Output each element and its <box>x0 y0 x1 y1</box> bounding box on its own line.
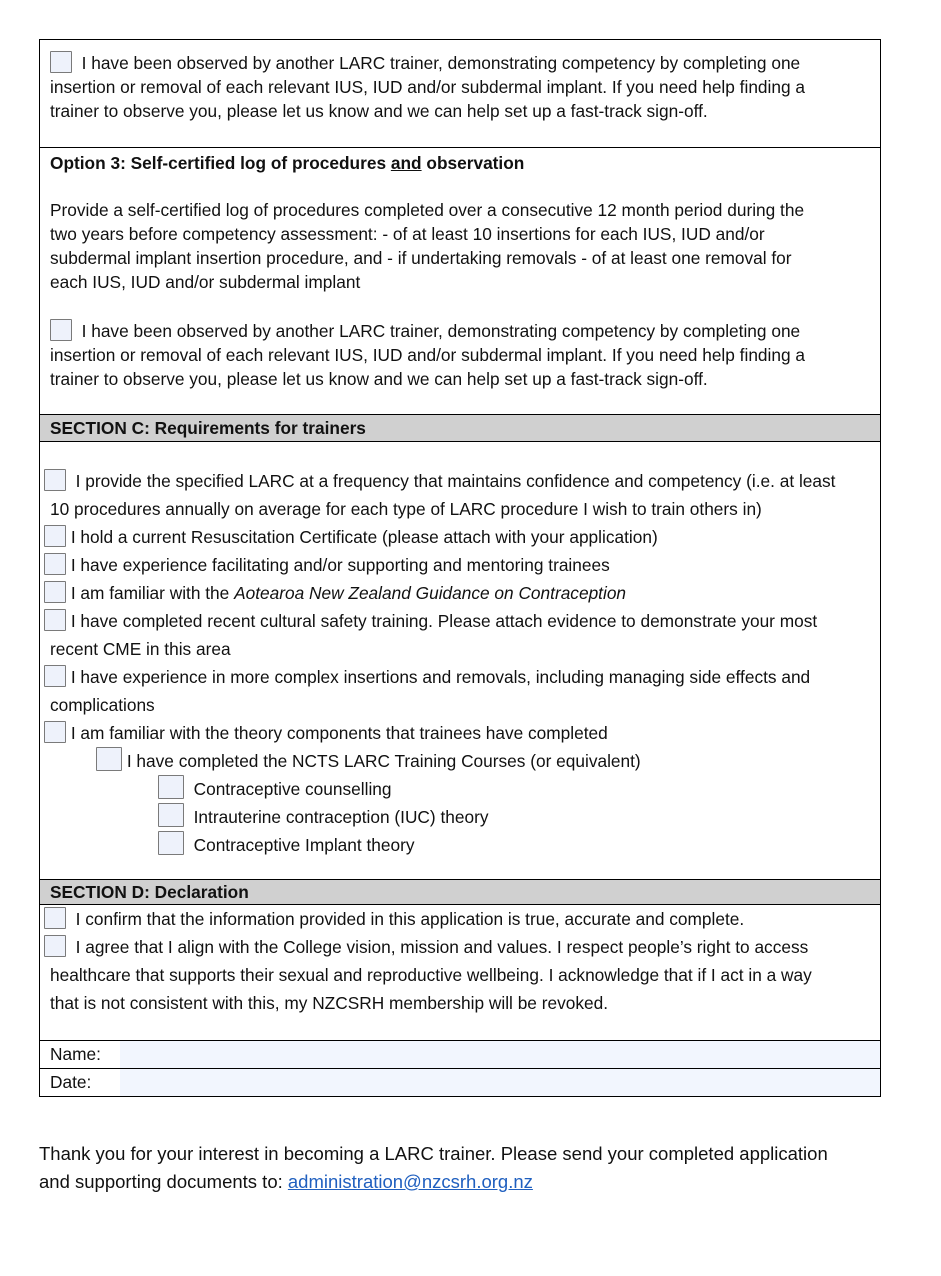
ncts-courses-text: I have completed the NCTS LARC Training Courses (or equivalent) <box>126 751 641 771</box>
course-iuc-text: Intrauterine contraception (IUC) theory <box>193 807 489 827</box>
mentoring-checkbox[interactable] <box>44 553 66 575</box>
section-c-cell <box>40 442 880 880</box>
theory-components-text: I am familiar with the theory components that trainees have completed <box>70 723 608 743</box>
guidance-text-prefix: I am familiar with the <box>70 583 235 603</box>
application-form <box>39 39 881 1097</box>
option3-title: Option 3: Self-certified log of procedures and observation <box>50 153 525 173</box>
option3-description-1: Provide a self-certified log of procedures completed over a consecutive 12 month period during the <box>50 200 805 220</box>
guidance-checkbox[interactable] <box>44 581 66 603</box>
complex-insertions-text-1: I have experience in more complex insertions and removals, including managing side effects and <box>70 667 811 687</box>
resuscitation-checkbox[interactable] <box>44 525 66 547</box>
option3-observed-checkbox[interactable] <box>50 319 72 341</box>
frequency-text-1: I provide the specified LARC at a frequency that maintains confidence and competency (i.e. at least <box>75 471 836 491</box>
confirm-checkbox[interactable] <box>44 907 66 929</box>
date-row <box>40 1069 880 1096</box>
option3-description-4: each IUS, IUD and/or subdermal implant <box>50 272 361 292</box>
section-d-cell <box>40 905 880 1041</box>
course-implant-text: Contraceptive Implant theory <box>193 835 415 855</box>
option3-observed-text-3: trainer to observe you, please let us know and we can help set up a fast-track sign-off. <box>50 369 708 389</box>
option3-description-2: two years before competency assessment: - of at least 10 insertions for each IUS, IUD and/or <box>50 224 765 244</box>
option2-observed-checkbox[interactable] <box>50 51 72 73</box>
name-label: Name: <box>50 1044 101 1064</box>
name-input[interactable] <box>120 1041 880 1068</box>
option2-observed-text-3: trainer to observe you, please let us know and we can help set up a fast-track sign-off. <box>50 101 708 121</box>
section-d-header: SECTION D: Declaration <box>40 880 880 905</box>
option3-cell <box>40 148 880 415</box>
complex-insertions-checkbox[interactable] <box>44 665 66 687</box>
theory-components-checkbox[interactable] <box>44 721 66 743</box>
option3-title-underlined: and <box>390 153 422 173</box>
agree-text-1: I agree that I align with the College vision, mission and values. I respect people’s right to access <box>75 937 809 957</box>
option2-observation-cell <box>40 40 880 148</box>
course-implant-checkbox[interactable] <box>158 831 184 855</box>
guidance-text-title: Aotearoa New Zealand Guidance on Contraception <box>234 583 627 603</box>
agree-text-3: that is not consistent with this, my NZCSRH membership will be revoked. <box>50 993 608 1013</box>
footer-text-2: and supporting documents to: <box>39 1171 288 1192</box>
cultural-safety-text-2: recent CME in this area <box>50 639 231 659</box>
option2-observed-text-1: I have been observed by another LARC trainer, demonstrating competency by completing one <box>81 53 801 73</box>
cultural-safety-checkbox[interactable] <box>44 609 66 631</box>
complex-insertions-text-2: complications <box>50 695 155 715</box>
section-c-header: SECTION C: Requirements for trainers <box>40 415 880 442</box>
confirm-text: I confirm that the information provided in this application is true, accurate and complete. <box>75 909 745 929</box>
frequency-checkbox[interactable] <box>44 469 66 491</box>
cultural-safety-text-1: I have completed recent cultural safety training. Please attach evidence to demonstrate your most <box>70 611 818 631</box>
option3-description-3: subdermal implant insertion procedure, and - if undertaking removals - of at least one removal for <box>50 248 792 268</box>
footer-text-1: Thank you for your interest in becoming a LARC trainer. Please send your completed application <box>39 1143 828 1164</box>
option3-observed-text-1: I have been observed by another LARC trainer, demonstrating competency by completing one <box>81 321 801 341</box>
name-row <box>40 1041 880 1069</box>
agree-text-2: healthcare that supports their sexual and reproductive wellbeing. I acknowledge that if I act in a way <box>50 965 812 985</box>
course-counselling-checkbox[interactable] <box>158 775 184 799</box>
footer-note <box>39 1140 828 1196</box>
agree-checkbox[interactable] <box>44 935 66 957</box>
resuscitation-text: I hold a current Resuscitation Certificate (please attach with your application) <box>70 527 658 547</box>
ncts-courses-checkbox[interactable] <box>96 747 122 771</box>
date-label: Date: <box>50 1072 92 1092</box>
email-link[interactable]: administration@nzcsrh.org.nz <box>287 1171 533 1192</box>
option2-observed-text-2: insertion or removal of each relevant IUS, IUD and/or subdermal implant. If you need help finding a <box>50 77 806 97</box>
frequency-text-2: 10 procedures annually on average for each type of LARC procedure I wish to train others in) <box>50 499 762 519</box>
course-iuc-checkbox[interactable] <box>158 803 184 827</box>
date-input[interactable] <box>120 1069 880 1096</box>
course-counselling-text: Contraceptive counselling <box>193 779 392 799</box>
option3-observed-text-2: insertion or removal of each relevant IUS, IUD and/or subdermal implant. If you need help finding a <box>50 345 806 365</box>
mentoring-text: I have experience facilitating and/or supporting and mentoring trainees <box>70 555 610 575</box>
